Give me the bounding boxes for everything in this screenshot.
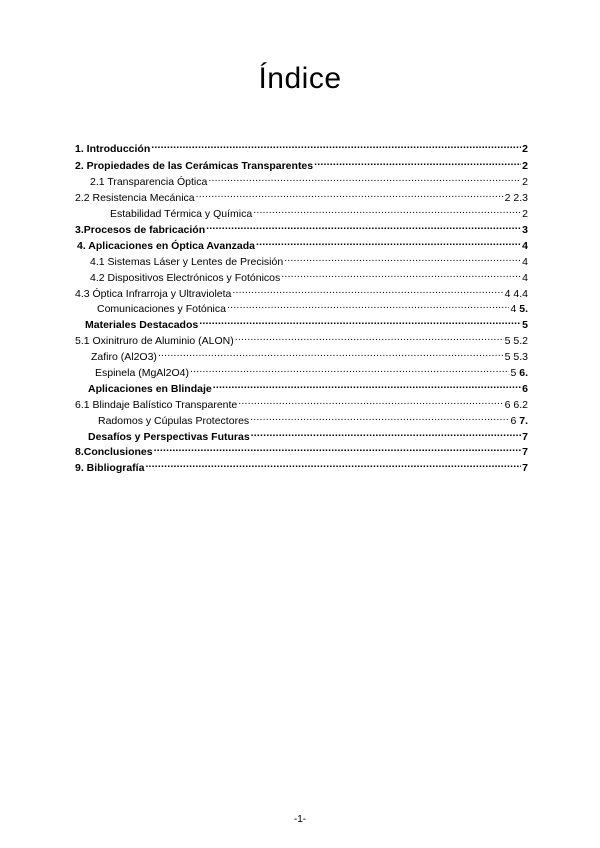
- toc-entry-label: 4.3 Óptica Infrarroja y Ultravioleta: [75, 288, 232, 300]
- dot-leader: [227, 298, 509, 312]
- toc-entry-label: 9. Bibliografía: [75, 462, 145, 474]
- dot-leader: [145, 457, 521, 471]
- toc-entry-page: 5 6.: [510, 367, 528, 379]
- toc-entry[interactable]: [75, 138, 528, 155]
- toc-entry[interactable]: [75, 330, 528, 347]
- toc-entry[interactable]: [77, 235, 528, 252]
- dot-leader: [154, 441, 522, 455]
- toc-entry-label: Radomos y Cúpulas Protectores: [98, 415, 250, 427]
- toc-entry[interactable]: [90, 251, 528, 268]
- toc-entry[interactable]: [95, 362, 528, 379]
- toc-entry[interactable]: [90, 171, 528, 188]
- toc-entry-page: 2: [522, 160, 528, 172]
- toc-entry-label: 2.1 Transparencia Óptica: [90, 176, 208, 188]
- toc-entry-page: 7: [522, 462, 528, 474]
- toc-entry-label: Zafiro (Al2O3): [91, 351, 157, 363]
- toc-entry-page: 3: [522, 224, 528, 236]
- toc-entry-label: Comunicaciones y Fotónica: [97, 303, 226, 315]
- toc-entry-label: Estabilidad Térmica y Química: [110, 208, 253, 220]
- toc-entry-page: 2: [522, 208, 528, 220]
- toc-entry[interactable]: [90, 267, 528, 284]
- toc-entry-page: 5 5.2: [504, 335, 528, 347]
- toc-entry-page: 4: [522, 256, 528, 268]
- toc-entry[interactable]: [98, 410, 528, 427]
- toc-entry[interactable]: [75, 457, 528, 474]
- toc-entry-label: 2. Propiedades de las Cerámicas Transparentes: [75, 160, 314, 172]
- toc-entry-label: 6.1 Blindaje Balístico Transparente: [75, 399, 238, 411]
- toc-entry-label: 4. Aplicaciones en Óptica Avanzada: [77, 240, 255, 252]
- toc-entry-label: 1. Introducción: [75, 143, 151, 155]
- dot-leader: [232, 283, 503, 297]
- toc-entry-page: 4: [522, 272, 528, 284]
- dot-leader: [235, 330, 504, 344]
- toc-entry-page: 5 5.3: [504, 351, 528, 363]
- dot-leader: [238, 394, 503, 408]
- toc-entry[interactable]: [75, 283, 528, 300]
- toc-entry-page: 4 4.4: [504, 288, 528, 300]
- toc-entry[interactable]: [97, 298, 528, 315]
- dot-leader: [199, 314, 521, 328]
- toc-entry[interactable]: [110, 203, 528, 220]
- toc-entry[interactable]: [75, 441, 528, 458]
- toc-entry[interactable]: [91, 346, 528, 363]
- toc-entry-label: Desafíos y Perspectivas Futuras: [88, 431, 250, 443]
- toc-entry-label: 4.1 Sistemas Láser y Lentes de Precisión: [90, 256, 284, 268]
- dot-leader: [281, 267, 521, 281]
- toc-entry-label: Espinela (MgAl2O4): [95, 367, 189, 379]
- dot-leader: [284, 251, 521, 265]
- toc-entry[interactable]: [85, 314, 528, 331]
- toc-entry-page: 7: [522, 446, 528, 458]
- toc-entry-page: 4: [522, 240, 528, 252]
- toc-entry[interactable]: [75, 187, 528, 204]
- toc-entry-page: 2: [522, 176, 528, 188]
- toc-entry-label: 2.2 Resistencia Mecánica: [75, 192, 195, 204]
- toc-entry-label: Aplicaciones en Blindaje: [88, 383, 212, 395]
- toc-entry-page: 7: [522, 431, 528, 443]
- toc-entry-page: 5: [522, 319, 528, 331]
- dot-leader: [251, 426, 521, 440]
- toc-entry-label: 8.Conclusiones: [75, 446, 153, 458]
- dot-leader: [158, 346, 504, 360]
- page-title: Índice: [258, 62, 342, 95]
- toc-entry-label: Materiales Destacados: [85, 319, 199, 331]
- toc-entry-label: 4.2 Dispositivos Electrónicos y Fotónicos: [90, 272, 281, 284]
- dot-leader: [151, 138, 521, 152]
- dot-leader: [206, 219, 521, 233]
- dot-leader: [190, 362, 510, 376]
- toc-entry-label: 3.Procesos de fabricación: [75, 224, 206, 236]
- dot-leader: [314, 155, 521, 169]
- toc-entry[interactable]: [75, 394, 528, 411]
- toc-entry-page: 6: [522, 383, 528, 395]
- toc-entry[interactable]: [75, 219, 528, 236]
- toc-entry-page: 4 5.: [510, 303, 528, 315]
- page-number: -1-: [293, 814, 307, 825]
- dot-leader: [208, 171, 521, 185]
- dot-leader: [213, 378, 521, 392]
- toc-entry-page: 6 6.2: [504, 399, 528, 411]
- dot-leader: [250, 410, 509, 424]
- toc-entry[interactable]: [88, 426, 528, 443]
- toc-entry-label: 5.1 Oxinitruro de Aluminio (ALON): [75, 335, 234, 347]
- toc-entry-page: 2: [522, 143, 528, 155]
- dot-leader: [196, 187, 504, 201]
- toc-entry[interactable]: [88, 378, 528, 395]
- toc-entry-page: 6 7.: [510, 415, 528, 427]
- toc-entry-page: 2 2.3: [504, 192, 528, 204]
- dot-leader: [256, 235, 521, 249]
- toc-entry[interactable]: [75, 155, 528, 172]
- dot-leader: [253, 203, 521, 217]
